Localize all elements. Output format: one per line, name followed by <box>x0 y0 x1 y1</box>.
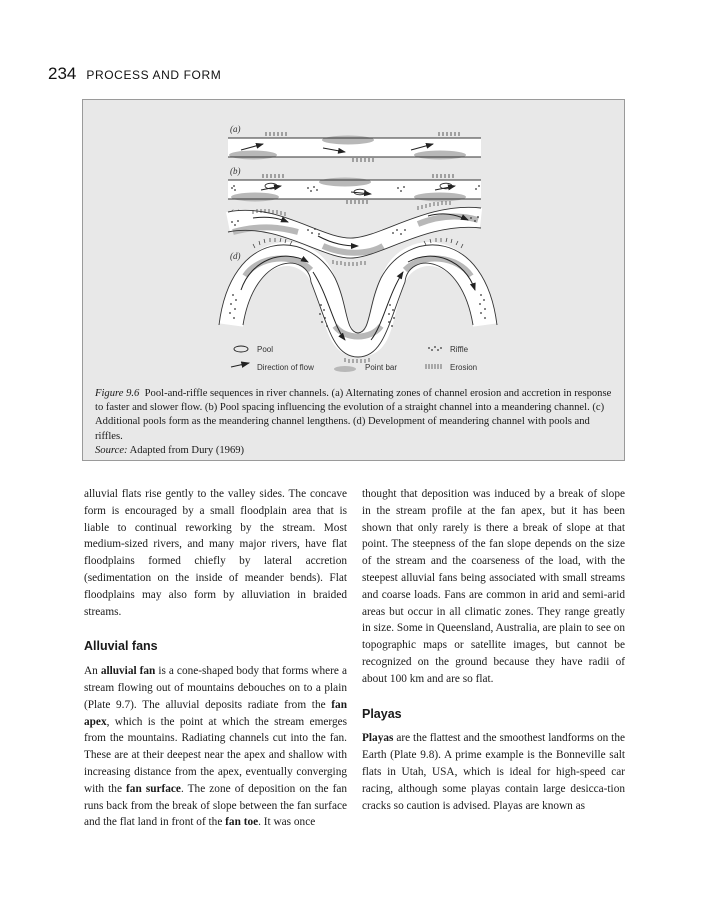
paragraph-alluvial-flats: alluvial flats rise gently to the valley sides. The concave form is encouraged by a small floodplain area that is liable to continual reworking by the stream. Most medium-sized rivers, and many major rivers, have flat floodplains formed chiefly by lateral accretion (sedimentation on the inside of meander bends). Flat floodplains may also form by alluviation in braided streams. <box>84 488 347 618</box>
flow-arrow-icon <box>231 363 249 367</box>
caption-text: Pool-and-riffle sequences in river channels. (a) Alternating zones of channel erosion and accretion in response to faster and slower flow. (b) Pool spacing influencing the evolution of a straight channel into a meandering channel. (c) Additional pools form as the meandering channel lengthens. (d) Development of meandering channel with pools and riffles. <box>95 388 612 442</box>
page-header <box>48 64 221 84</box>
right-column <box>362 486 625 814</box>
legend-flow: Direction of flow <box>257 363 314 372</box>
paragraph-alluvial-fan: An alluvial fan is a cone-shaped body that forms where a stream flowing out of mountains debouches on to a plain (Plate 9.7). The alluvial deposits radiate from the fan apex, which is the point at which the stream emerges from the mountains. Radiating channels cut into the fan. These are at their deepest near the apex and shallow with increasing distance from the apex, eventually converging with the fan surface. The zone of deposition on the fan runs back from the break of slope between the fan surface and the flat land in front of the fan toe. It was once <box>84 665 347 829</box>
point-bar-icon <box>334 366 356 372</box>
panel-label-c: (c) <box>230 208 240 218</box>
legend-riffle: Riffle <box>450 345 469 354</box>
heading-alluvial-fans: Alluvial fans <box>84 639 158 654</box>
heading-playas: Playas <box>362 706 402 721</box>
figure-caption <box>95 387 615 458</box>
paragraph-playas: Playas are the flattest and the smoothest landforms on the Earth (Plate 9.8). A prime example is the Bonneville salt flats in Utah, USA, which is ideal for high-speed car racing, although some playas contain large desicca-tion cracks so caution is advised. Playas are known as <box>362 732 625 812</box>
caption-label: Figure 9.6 <box>95 388 140 399</box>
panel-a <box>228 132 481 162</box>
pool-icon <box>234 346 248 352</box>
panel-b <box>228 174 481 204</box>
riffle-icon <box>428 346 442 351</box>
paragraph-fan-deposition: thought that deposition was induced by a break of slope in the stream profile at the fan apex, but it has been shown that only rarely is there a break of slope at that point. The steepness of the fan slope depends on the size of the stream and the coarseness of the load, with the steepest alluvial fans being associated with small streams and coarse loads. Fans are common in arid and semi-arid areas but occur in all climatic zones. They range greatly in size. Some in Queensland, Australia, are plain to see on topographic maps or satellite images, but cannot be recognized on the ground because they have radii of about 100 km and are so flat. <box>362 488 625 685</box>
running-head: PROCESS AND FORM <box>86 68 222 82</box>
erosion-icon <box>426 364 441 369</box>
caption-source-text: Adapted from Dury (1969) <box>129 444 245 456</box>
caption-source-label: Source: <box>95 444 128 456</box>
page-number: 234 <box>48 64 77 83</box>
legend-erosion: Erosion <box>450 363 478 372</box>
panel-label-b: (b) <box>230 166 241 176</box>
legend-point-bar: Point bar <box>365 363 398 372</box>
figure-9-6 <box>82 99 625 461</box>
legend-pool: Pool <box>257 345 274 354</box>
panel-label-d: (d) <box>230 251 241 261</box>
left-column <box>84 486 347 831</box>
panel-label-a: (a) <box>230 124 241 134</box>
